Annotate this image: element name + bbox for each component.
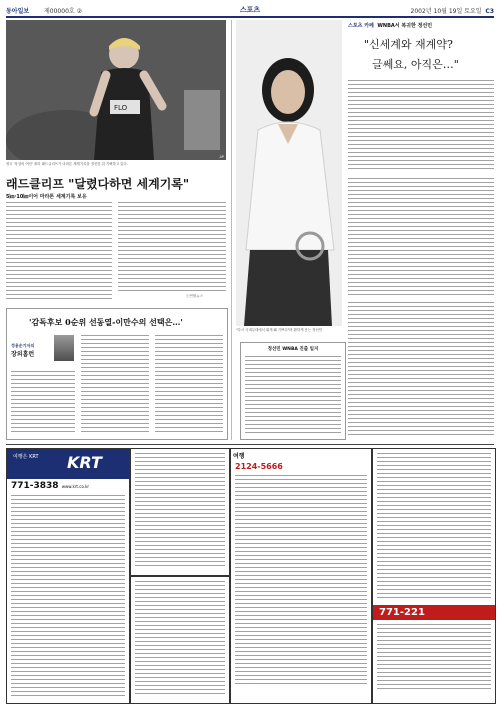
story-headline: 래드클리프 "달렸다하면 세계기록": [6, 177, 190, 191]
right-ad-listings-2: [377, 624, 491, 692]
interview-body-1: [348, 80, 494, 172]
ad-travel-a: [130, 448, 230, 576]
runner-figure: [6, 20, 226, 160]
profile-title: 정선민 WNBA 진출 일지: [267, 347, 319, 352]
column-box: [6, 308, 228, 440]
interview-quote-1: "신세계와 재계약?: [364, 38, 453, 51]
ad-section-rule: [6, 444, 494, 445]
story-byline: ⓒ연합뉴스: [186, 294, 204, 298]
interview-kicker: [348, 22, 432, 29]
middle-ad-title: 여행: [233, 453, 245, 460]
ad-right: [372, 448, 496, 704]
interview-quote-2: 글쎄요, 아직은…": [372, 58, 459, 71]
newspaper-name: 동아일보: [6, 8, 30, 15]
runner-photo: [6, 20, 226, 160]
profile-body: [245, 356, 341, 436]
column-body-3: [155, 335, 223, 435]
interview-photo: [236, 20, 342, 326]
krt-phone: 771-3838 www.krt.co.kr: [11, 481, 90, 491]
author-photo: [54, 335, 74, 361]
svg-text:FLO: FLO: [114, 104, 128, 112]
photo-credit: AP: [219, 155, 224, 159]
column-divider: [231, 20, 232, 440]
column-body-2: [81, 335, 149, 435]
story-body-left: [6, 202, 112, 300]
krt-logo: KRT: [67, 453, 102, 472]
travel-a-listings: [135, 453, 225, 569]
column-body-1: [11, 371, 75, 435]
kicker-person: WNBA서 복귀한 정선민: [377, 23, 433, 29]
middle-ad-listings: [235, 475, 367, 685]
krt-tagline: 여행은 KRT: [13, 454, 39, 460]
author-name: 장외홈런: [11, 351, 35, 358]
section-title: 스포츠: [239, 6, 261, 14]
kicker-label: 스포츠 카페: [348, 23, 374, 29]
ad-krt: [6, 448, 130, 704]
right-ad-listings: [377, 453, 491, 601]
player-figure: [236, 20, 342, 326]
krt-banner: [7, 449, 129, 479]
page-header: [6, 4, 494, 18]
column-headline: '감독후보 0순위 선동열-이만수의 선택은…': [29, 317, 183, 327]
interview-photo-caption: "다시 국내무대에서 뛰게 돼 기쁘다"며 환하게 웃는 정선민: [236, 328, 322, 332]
date-and-page: 2002년 10월 19일 토요일 C3: [410, 8, 494, 15]
profile-box: [240, 342, 346, 440]
interview-body-3: [348, 302, 494, 438]
ad-travel-b: [130, 576, 230, 704]
issue-number: 제00000호 ②: [44, 8, 82, 15]
story-body-right: [118, 202, 226, 294]
photo-caption: 영국 '육상의 여신' 폴라 래드클리프가 마라톤 세계기록을 경신한 뒤 기뻐하고 있다.: [6, 162, 128, 166]
travel-b-listings: [135, 581, 225, 697]
ad-middle: [230, 448, 372, 704]
middle-ad-phone: 2124-5666: [235, 462, 283, 471]
krt-listings: [11, 495, 125, 697]
right-ad-phone: 771-221: [373, 605, 495, 620]
story-subhead: 5㎞·10㎞이어 마라톤 세계기록 보유: [6, 194, 87, 200]
interview-body-2: [348, 178, 494, 296]
author-title: 정용순기자의: [11, 343, 35, 348]
